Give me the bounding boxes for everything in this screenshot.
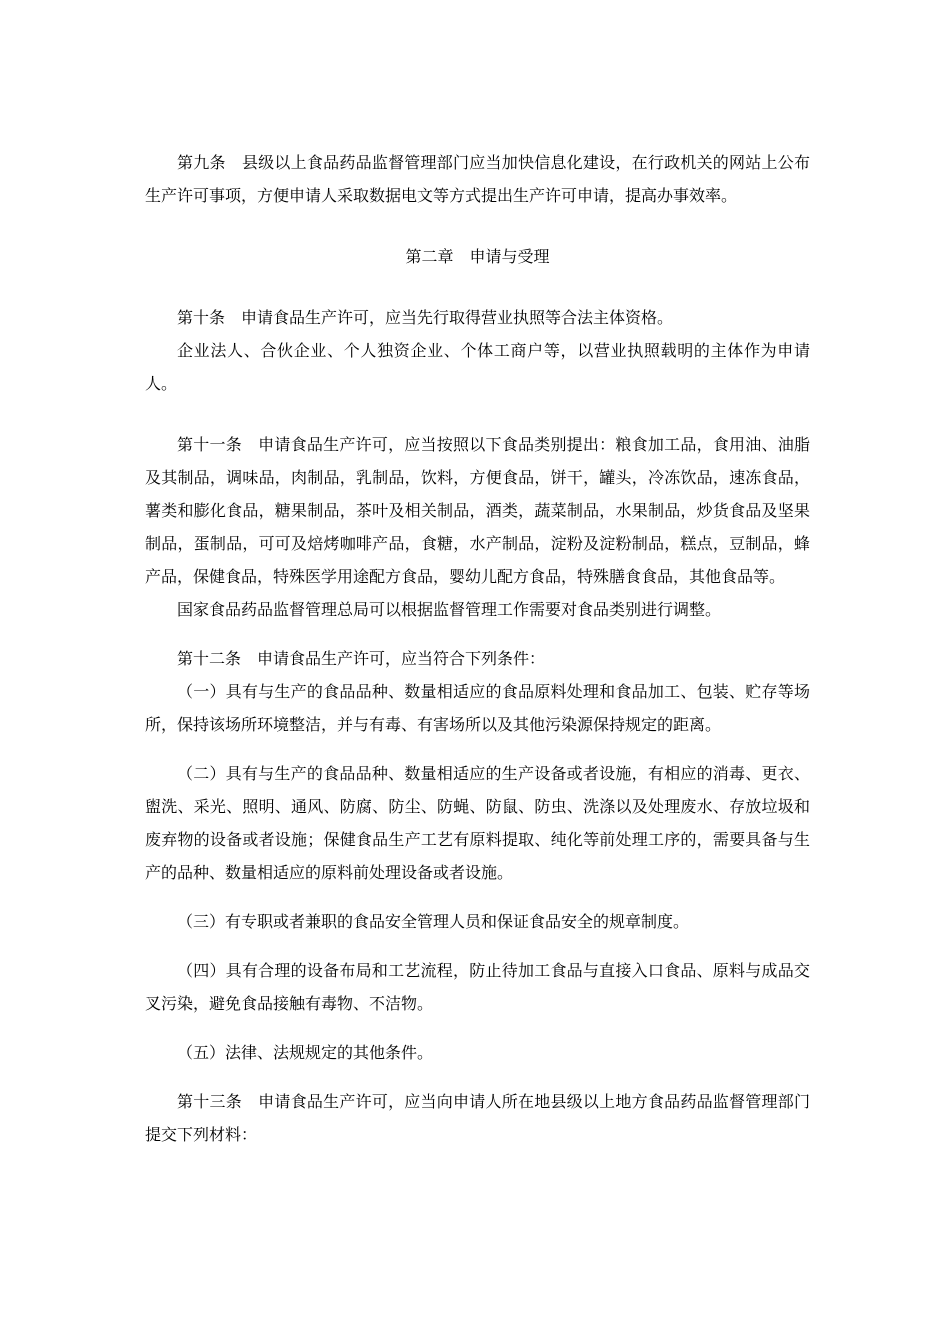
document-body: [145, 146, 810, 1151]
article-11-paragraph-2: 国家食品药品监督管理总局可以根据监督管理工作需要对食品类别进行调整。: [177, 600, 722, 619]
article-13: 第十三条 申请食品生产许可，应当向申请人所在地县级以上地方食品药品监督管理部门提交下列材料：: [145, 1092, 810, 1144]
article-11: 第十一条 申请食品生产许可，应当按照以下食品类别提出：粮食加工品，食用油、油脂及其制品，调味品，肉制品，乳制品，饮料，方便食品，饼干，罐头，冷冻饮品，速冻食品，薯类和膨化食品，糖果制品，茶叶及相关制品，酒类，蔬菜制品，水果制品，炒货食品及坚果制品，蛋制品，可可及焙烤咖啡产品，食糖，水产制品，淀粉及淀粉制品，糕点，豆制品，蜂产品，保健食品，特殊医学用途配方食品，婴幼儿配方食品，特殊膳食食品，其他食品等。: [145, 435, 810, 586]
article-12-condition-4: （四）具有合理的设备布局和工艺流程，防止待加工食品与直接入口食品、原料与成品交叉污染，避免食品接触有毒物、不洁物。: [145, 961, 810, 1013]
article-10: 第十条 申请食品生产许可，应当先行取得营业执照等合法主体资格。: [177, 308, 674, 327]
article-12-condition-5: （五）法律、法规规定的其他条件。: [177, 1043, 434, 1062]
chapter-2-title: 第二章 申请与受理: [405, 247, 550, 266]
article-10-paragraph-2: 企业法人、合伙企业、个人独资企业、个体工商户等，以营业执照载明的主体作为申请人。: [145, 341, 810, 393]
article-9: 第九条 县级以上食品药品监督管理部门应当加快信息化建设，在行政机关的网站上公布生产许可事项，方便申请人采取数据电文等方式提出生产许可申请，提高办事效率。: [145, 153, 810, 205]
article-12: 第十二条 申请食品生产许可，应当符合下列条件：: [177, 649, 546, 668]
article-12-condition-2: （二）具有与生产的食品品种、数量相适应的生产设备或者设施，有相应的消毒、更衣、盥洗、采光、照明、通风、防腐、防尘、防蝇、防鼠、防虫、洗涤以及处理废水、存放垃圾和废弃物的设备或者设施；保健食品生产工艺有原料提取、纯化等前处理工序的，需要具备与生产的品种、数量相适应的原料前处理设备或者设施。: [145, 764, 810, 882]
article-12-condition-3: （三）有专职或者兼职的食品安全管理人员和保证食品安全的规章制度。: [177, 912, 690, 931]
article-12-condition-1: （一）具有与生产的食品品种、数量相适应的食品原料处理和食品加工、包装、贮存等场所，保持该场所环境整洁，并与有毒、有害场所以及其他污染源保持规定的距离。: [145, 682, 810, 734]
